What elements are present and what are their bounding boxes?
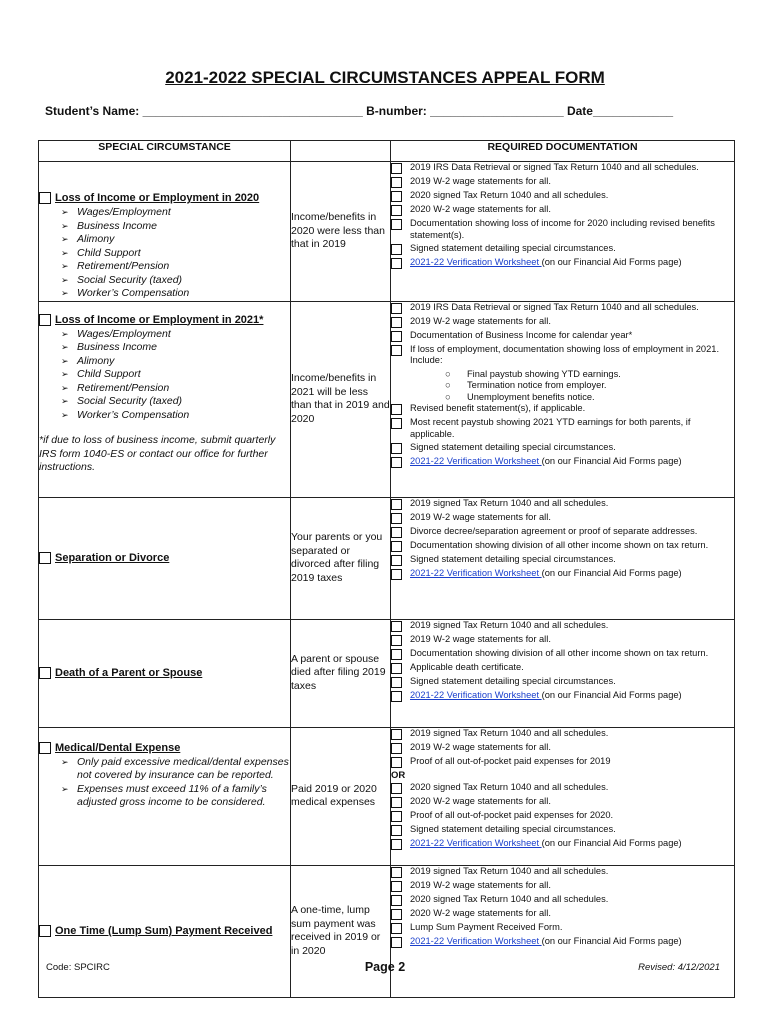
- documentation-text: [410, 908, 734, 920]
- documentation-text: [410, 512, 734, 524]
- documentation-cell: [391, 497, 735, 619]
- documentation-label: (on our Financial Aid Forms page): [541, 935, 682, 946]
- documentation-cell: [391, 162, 735, 302]
- documentation-text: [410, 728, 734, 740]
- circumstance-label: Loss of Income or Employment in 2020: [55, 192, 260, 204]
- documentation-checkbox[interactable]: [391, 811, 402, 822]
- documentation-checkbox[interactable]: [391, 649, 402, 660]
- documentation-text: [410, 190, 734, 202]
- documentation-text: [410, 676, 734, 688]
- bullet-item: ➢ Alimony: [61, 233, 290, 247]
- documentation-label: Proof of all out-of-pocket paid expenses for 2019: [410, 755, 611, 766]
- documentation-text: [410, 936, 734, 948]
- bullet-item: ➢ Wages/Employment: [61, 328, 290, 342]
- circumstance-label: Medical/Dental Expense: [55, 741, 181, 754]
- circumstance-label: Separation or Divorce: [55, 552, 170, 564]
- documentation-checkbox[interactable]: [391, 513, 402, 524]
- circumstances-table: [38, 140, 735, 998]
- documentation-label: 2020 signed Tax Return 1040 and all schedules.: [410, 190, 609, 200]
- verification-worksheet-link[interactable]: 2021-22 Verification Worksheet: [410, 689, 542, 700]
- bullet-item: ➢ Business Income: [61, 220, 290, 234]
- documentation-item[interactable]: [391, 554, 734, 566]
- documentation-checkbox[interactable]: [391, 418, 402, 429]
- documentation-text: [410, 648, 734, 660]
- documentation-label: 2019 signed Tax Return 1040 and all schedules.: [410, 619, 609, 630]
- page-number: Page 2: [364, 960, 406, 974]
- documentation-item[interactable]: [391, 880, 734, 892]
- documentation-text: [410, 316, 734, 328]
- documentation-label: 2019 W-2 wage statements for all.: [410, 879, 551, 890]
- documentation-checkbox[interactable]: [391, 923, 402, 934]
- documentation-text: [410, 742, 734, 754]
- documentation-checkbox[interactable]: [391, 677, 402, 688]
- documentation-label: Documentation showing division of all other income shown on tax return.: [410, 647, 709, 658]
- circumstance-cell: [39, 301, 291, 497]
- circumstance-note: *if due to loss of business income, submit quarterly IRS form 1040-ES or contact our office for further instructions.: [39, 434, 276, 473]
- documentation-checkbox[interactable]: [391, 663, 402, 674]
- documentation-text: [410, 756, 734, 768]
- bullet-item: ➢ Social Security (taxed): [61, 395, 290, 409]
- documentation-checkbox[interactable]: [391, 219, 402, 230]
- documentation-label: Documentation showing division of all other income shown on tax return.: [410, 539, 709, 550]
- reason-cell: Paid 2019 or 2020 medical expenses: [291, 727, 391, 865]
- sub-item-text: Unemployment benefits notice.: [467, 391, 595, 402]
- bullet-item: ➢ Child Support: [61, 247, 290, 261]
- documentation-item[interactable]: [391, 302, 734, 314]
- documentation-text: [410, 176, 734, 188]
- documentation-text: [410, 344, 734, 367]
- documentation-checkbox[interactable]: [391, 303, 402, 314]
- documentation-checkbox[interactable]: [391, 191, 402, 202]
- documentation-text: [410, 257, 734, 269]
- documentation-checkbox[interactable]: [391, 555, 402, 566]
- form-title: 2021-2022 SPECIAL CIRCUMSTANCES APPEAL FORM: [165, 68, 605, 87]
- documentation-text: [410, 690, 734, 702]
- documentation-text: [410, 620, 734, 632]
- circumstance-bullets: [39, 206, 290, 301]
- documentation-item[interactable]: [391, 756, 734, 768]
- documentation-item[interactable]: [391, 634, 734, 646]
- documentation-text: [410, 302, 734, 314]
- documentation-label: 2019 IRS Data Retrieval or signed Tax Return 1040 and all schedules.: [410, 162, 699, 172]
- circumstance-cell: [39, 727, 291, 865]
- documentation-label: 2019 IRS Data Retrieval or signed Tax Return 1040 and all schedules.: [410, 301, 699, 312]
- documentation-text: [410, 796, 734, 808]
- documentation-text: [410, 330, 734, 342]
- documentation-item[interactable]: [391, 218, 734, 241]
- documentation-item[interactable]: [391, 204, 734, 216]
- documentation-label: 2020 signed Tax Return 1040 and all schedules.: [410, 781, 609, 792]
- table-row: [39, 727, 735, 865]
- documentation-item[interactable]: [391, 620, 734, 632]
- documentation-item[interactable]: [391, 417, 734, 440]
- documentation-label: Signed statement detailing special circumstances.: [410, 823, 616, 834]
- documentation-checkbox[interactable]: [391, 867, 402, 878]
- documentation-label: 2019 W-2 wage statements for all.: [410, 176, 551, 186]
- documentation-item[interactable]: [391, 190, 734, 202]
- documentation-item[interactable]: [391, 403, 734, 415]
- sub-item: [391, 392, 734, 404]
- table-body: [39, 162, 735, 998]
- documentation-label: (on our Financial Aid Forms page): [541, 837, 682, 848]
- documentation-label: Signed statement detailing special circumstances.: [410, 675, 616, 686]
- documentation-checkbox[interactable]: [391, 839, 402, 850]
- documentation-checkbox[interactable]: [391, 881, 402, 892]
- documentation-text: [410, 498, 734, 510]
- circumstance-checkbox[interactable]: [39, 552, 51, 564]
- documentation-checkbox[interactable]: [391, 244, 402, 255]
- circumstance-title[interactable]: [39, 552, 290, 564]
- documentation-label: 2020 W-2 wage statements for all.: [410, 204, 551, 214]
- documentation-label: 2019 W-2 wage statements for all.: [410, 315, 551, 326]
- reason-cell: Income/benefits in 2021 will be less than that in 2019 and 2020: [291, 301, 391, 497]
- documentation-item[interactable]: [391, 742, 734, 754]
- documentation-label: 2020 W-2 wage statements for all.: [410, 907, 551, 918]
- verification-worksheet-link[interactable]: 2021-22 Verification Worksheet: [410, 567, 542, 578]
- documentation-item[interactable]: [391, 838, 734, 850]
- documentation-checkbox[interactable]: [391, 258, 402, 269]
- documentation-label: 2019 W-2 wage statements for all.: [410, 511, 551, 522]
- documentation-item[interactable]: [391, 810, 734, 822]
- documentation-label: If loss of employment, documentation showing loss of employment in 2021. Include:: [410, 343, 720, 365]
- circumstance-bullets: [39, 328, 290, 423]
- documentation-checkbox[interactable]: [391, 825, 402, 836]
- circumstance-label: Death of a Parent or Spouse: [55, 667, 203, 679]
- table-row: [39, 865, 735, 997]
- header-spacer: [291, 141, 391, 162]
- documentation-item[interactable]: [391, 796, 734, 808]
- header-special-circumstance: SPECIAL CIRCUMSTANCE: [39, 141, 291, 162]
- documentation-checkbox[interactable]: [391, 743, 402, 754]
- documentation-cell: [391, 727, 735, 865]
- bullet-item: ➢ Only paid excessive medical/dental expenses not covered by insurance can be reported.: [61, 756, 290, 783]
- documentation-text: [410, 417, 734, 440]
- circle-bullet-icon: ○: [445, 380, 451, 390]
- documentation-item[interactable]: [391, 456, 734, 468]
- documentation-label: Documentation of Business Income for calendar year*: [410, 329, 633, 340]
- documentation-text: [410, 880, 734, 892]
- documentation-text: [410, 162, 734, 174]
- footer-code: Code: SPCIRC: [46, 962, 110, 973]
- documentation-text: [410, 218, 734, 241]
- documentation-label: Applicable death certificate.: [410, 661, 524, 672]
- sub-item: [391, 380, 734, 392]
- circle-bullet-icon: ○: [445, 368, 451, 379]
- documentation-checkbox[interactable]: [391, 895, 402, 906]
- documentation-item[interactable]: [391, 512, 734, 524]
- circumstance-checkbox[interactable]: [39, 667, 51, 679]
- verification-worksheet-link[interactable]: 2021-22 Verification Worksheet: [410, 257, 542, 267]
- documentation-item[interactable]: [391, 257, 734, 269]
- documentation-checkbox[interactable]: [391, 527, 402, 538]
- documentation-text: [410, 243, 734, 255]
- documentation-item[interactable]: [391, 568, 734, 580]
- documentation-text: [410, 810, 734, 822]
- student-info-line[interactable]: Student’s Name: _________________________________ B-number: ____________________ Date____________: [45, 104, 674, 118]
- circumstance-cell: [39, 619, 291, 727]
- circumstance-title[interactable]: [39, 192, 290, 204]
- circumstance-title[interactable]: [39, 314, 290, 326]
- circumstance-checkbox[interactable]: [39, 742, 51, 754]
- documentation-item[interactable]: [391, 922, 734, 934]
- documentation-item[interactable]: [391, 824, 734, 836]
- documentation-text: [410, 634, 734, 646]
- documentation-text: [410, 540, 734, 552]
- sub-item: [391, 369, 734, 381]
- verification-worksheet-link[interactable]: 2021-22 Verification Worksheet: [410, 837, 542, 848]
- documentation-item[interactable]: [391, 648, 734, 660]
- documentation-item[interactable]: [391, 894, 734, 906]
- circumstance-cell: [39, 162, 291, 302]
- documentation-item[interactable]: [391, 676, 734, 688]
- documentation-item[interactable]: [391, 908, 734, 920]
- table-row: [39, 497, 735, 619]
- documentation-item[interactable]: [391, 316, 734, 328]
- circumstance-checkbox[interactable]: [39, 314, 51, 326]
- documentation-label: Documentation showing loss of income for 2020 including revised benefits statement(s).: [410, 218, 715, 240]
- documentation-item[interactable]: [391, 728, 734, 740]
- documentation-label: 2019 signed Tax Return 1040 and all schedules.: [410, 497, 609, 508]
- circumstance-title[interactable]: [39, 742, 290, 754]
- documentation-cell: [391, 865, 735, 997]
- circumstance-label: Loss of Income or Employment in 2021*: [55, 313, 264, 326]
- sub-item-text: Final paystub showing YTD earnings.: [467, 368, 621, 379]
- documentation-text: [410, 782, 734, 794]
- bullet-item: ➢ Worker’s Compensation: [61, 409, 290, 423]
- documentation-checkbox[interactable]: [391, 541, 402, 552]
- documentation-text: [410, 442, 734, 454]
- documentation-checkbox[interactable]: [391, 635, 402, 646]
- documentation-item[interactable]: [391, 936, 734, 948]
- documentation-text: [410, 554, 734, 566]
- circumstance-label: One Time (Lump Sum) Payment Received: [55, 925, 273, 937]
- circumstance-checkbox[interactable]: [39, 192, 51, 204]
- verification-worksheet-link[interactable]: 2021-22 Verification Worksheet: [410, 456, 542, 466]
- documentation-item[interactable]: [391, 344, 734, 367]
- documentation-text: [410, 526, 734, 538]
- sub-item-text: Termination notice from employer.: [467, 380, 607, 390]
- documentation-item[interactable]: [391, 498, 734, 510]
- documentation-label: Divorce decree/separation agreement or proof of separate addresses.: [410, 525, 698, 536]
- documentation-text: [410, 204, 734, 216]
- table-row: [39, 619, 735, 727]
- documentation-item[interactable]: [391, 330, 734, 342]
- documentation-label: Most recent paystub showing 2021 YTD earnings for both parents, if applicable.: [410, 417, 691, 439]
- documentation-checkbox[interactable]: [391, 691, 402, 702]
- documentation-text: [410, 838, 734, 850]
- circumstance-cell: [39, 497, 291, 619]
- documentation-checkbox[interactable]: [391, 163, 402, 174]
- documentation-item[interactable]: [391, 176, 734, 188]
- documentation-checkbox[interactable]: [391, 317, 402, 328]
- documentation-item[interactable]: [391, 540, 734, 552]
- table-row: [39, 301, 735, 497]
- documentation-text: [410, 866, 734, 878]
- documentation-label: 2020 W-2 wage statements for all.: [410, 795, 551, 806]
- documentation-item[interactable]: [391, 690, 734, 702]
- documentation-label: 2020 signed Tax Return 1040 and all schedules.: [410, 893, 609, 904]
- documentation-label: Signed statement detailing special circumstances.: [410, 243, 616, 253]
- bullet-item: ➢ Wages/Employment: [61, 206, 290, 220]
- circumstance-checkbox[interactable]: [39, 925, 51, 937]
- documentation-item[interactable]: [391, 526, 734, 538]
- verification-worksheet-link[interactable]: 2021-22 Verification Worksheet: [410, 935, 542, 946]
- documentation-label: Lump Sum Payment Received Form.: [410, 921, 563, 932]
- documentation-checkbox[interactable]: [391, 937, 402, 948]
- documentation-checkbox[interactable]: [391, 457, 402, 468]
- documentation-text: [410, 824, 734, 836]
- documentation-text: [410, 568, 734, 580]
- documentation-label: (on our Financial Aid Forms page): [541, 567, 682, 578]
- table-header-row: [39, 141, 735, 162]
- documentation-text: [410, 662, 734, 674]
- footer-revised: Revised: 4/12/2021: [638, 962, 720, 973]
- circumstance-cell: [39, 865, 291, 997]
- documentation-checkbox[interactable]: [391, 621, 402, 632]
- header-required-documentation: REQUIRED DOCUMENTATION: [391, 141, 735, 162]
- or-separator: OR: [391, 769, 406, 781]
- table-row: [39, 162, 735, 302]
- reason-cell: A one-time, lump sum payment was received in 2019 or in 2020: [291, 865, 391, 997]
- documentation-checkbox[interactable]: [391, 797, 402, 808]
- reason-cell: Your parents or you separated or divorced after filing 2019 taxes: [291, 497, 391, 619]
- bullet-item: ➢ Business Income: [61, 341, 290, 355]
- documentation-checkbox[interactable]: [391, 345, 402, 356]
- bullet-item: ➢ Retirement/Pension: [61, 260, 290, 274]
- documentation-checkbox[interactable]: [391, 331, 402, 342]
- documentation-text: [410, 894, 734, 906]
- documentation-checkbox[interactable]: [391, 443, 402, 454]
- documentation-label: Signed statement detailing special circumstances.: [410, 442, 616, 452]
- documentation-label: 2019 signed Tax Return 1040 and all schedules.: [410, 727, 609, 738]
- documentation-text: [410, 403, 734, 415]
- reason-cell: A parent or spouse died after filing 2019 taxes: [291, 619, 391, 727]
- documentation-label: (on our Financial Aid Forms page): [541, 456, 682, 466]
- documentation-cell: [391, 619, 735, 727]
- documentation-checkbox[interactable]: [391, 569, 402, 580]
- documentation-label: 2019 signed Tax Return 1040 and all schedules.: [410, 865, 609, 876]
- bullet-item: ➢ Worker’s Compensation: [61, 287, 290, 301]
- documentation-label: 2019 W-2 wage statements for all.: [410, 741, 551, 752]
- bullet-item: ➢ Child Support: [61, 368, 290, 382]
- documentation-label: Signed statement detailing special circumstances.: [410, 553, 616, 564]
- circumstance-title[interactable]: [39, 667, 290, 679]
- bullet-item: ➢ Retirement/Pension: [61, 382, 290, 396]
- documentation-label: 2019 W-2 wage statements for all.: [410, 633, 551, 644]
- documentation-checkbox[interactable]: [391, 729, 402, 740]
- documentation-item[interactable]: [391, 162, 734, 174]
- documentation-checkbox[interactable]: [391, 757, 402, 768]
- documentation-text: [410, 922, 734, 934]
- documentation-label: (on our Financial Aid Forms page): [541, 257, 682, 267]
- circle-bullet-icon: ○: [445, 391, 451, 402]
- documentation-checkbox[interactable]: [391, 909, 402, 920]
- documentation-cell: [391, 301, 735, 497]
- documentation-checkbox[interactable]: [391, 205, 402, 216]
- bullet-item: ➢ Expenses must exceed 11% of a family’s adjusted gross income to be considered.: [61, 783, 290, 810]
- documentation-label: (on our Financial Aid Forms page): [541, 689, 682, 700]
- documentation-label: Proof of all out-of-pocket paid expenses for 2020.: [410, 809, 614, 820]
- bullet-item: ➢ Social Security (taxed): [61, 274, 290, 288]
- documentation-item[interactable]: [391, 243, 734, 255]
- documentation-item[interactable]: [391, 442, 734, 454]
- documentation-item[interactable]: [391, 782, 734, 794]
- documentation-checkbox[interactable]: [391, 499, 402, 510]
- documentation-checkbox[interactable]: [391, 177, 402, 188]
- reason-cell: Income/benefits in 2020 were less than that in 2019: [291, 162, 391, 302]
- documentation-item[interactable]: [391, 662, 734, 674]
- circumstance-bullets: [39, 756, 290, 810]
- documentation-item[interactable]: [391, 866, 734, 878]
- documentation-checkbox[interactable]: [391, 783, 402, 794]
- circumstance-title[interactable]: [39, 925, 290, 937]
- documentation-label: Revised benefit statement(s), if applicable.: [410, 403, 586, 413]
- documentation-text: [410, 456, 734, 468]
- documentation-checkbox[interactable]: [391, 404, 402, 415]
- bullet-item: ➢ Alimony: [61, 355, 290, 369]
